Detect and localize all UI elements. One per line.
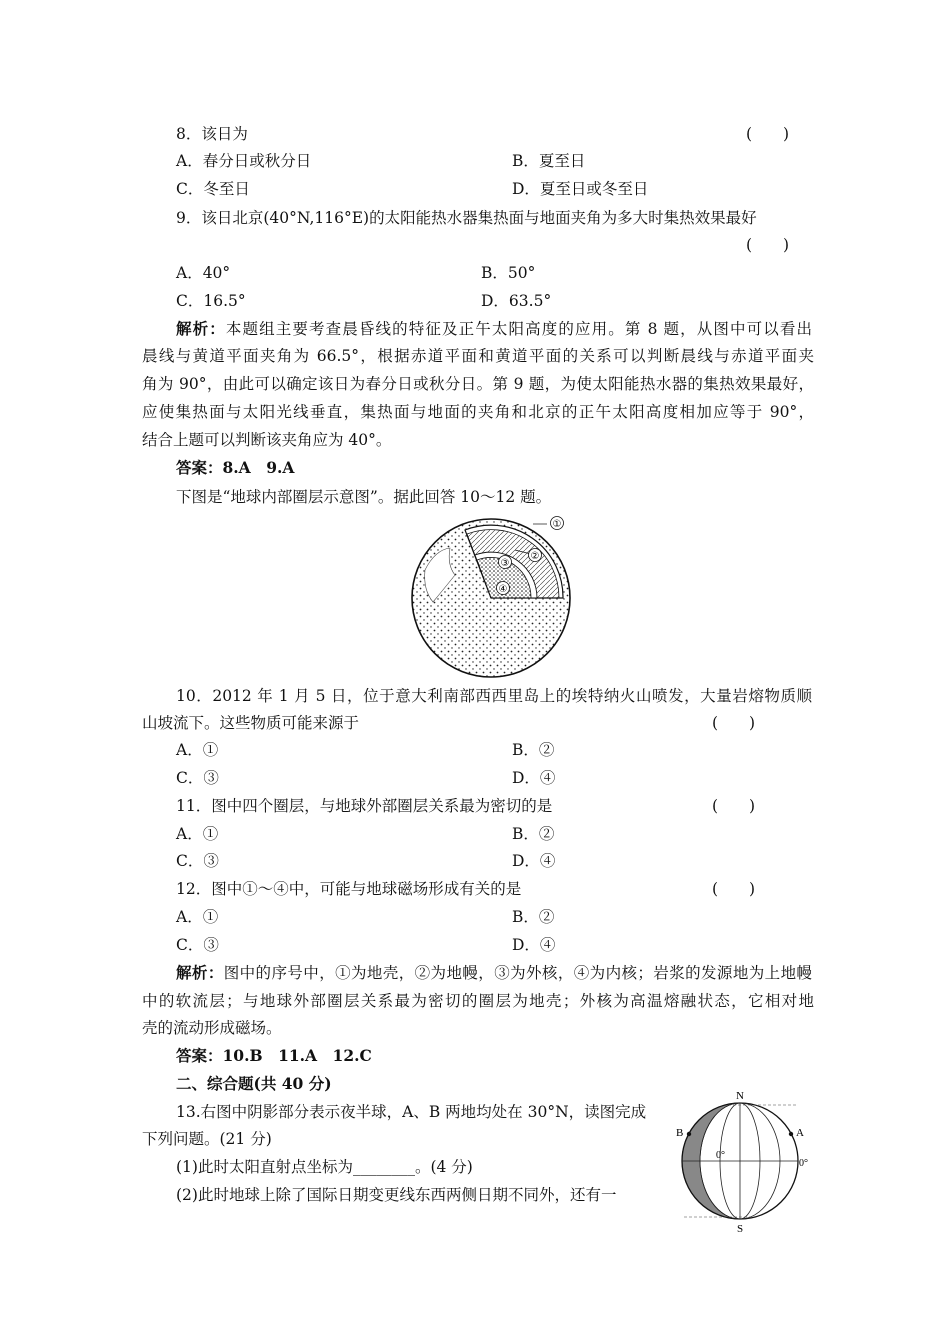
q12-option-d: D．④ (512, 936, 556, 954)
q13-line1: 13.右图中阴影部分表示夜半球，A、B 两地均处在 30°N，读图完成 (176, 1103, 647, 1121)
section-heading: 二、综合题(共 40 分) (176, 1074, 332, 1093)
q10-option-d: D．④ (512, 769, 556, 787)
q9-option-c: C．16.5° (176, 292, 246, 310)
label-4: ④ (498, 584, 508, 595)
analysis1-line4: 应使集热面与太阳光线垂直，集热面与地面的夹角和北京的正午太阳高度相加应等于 90°， (142, 403, 814, 421)
point-b (687, 1132, 691, 1136)
q8-option-b: B．夏至日 (512, 152, 586, 170)
q12-option-c: C．③ (176, 936, 219, 954)
label-0-right: 0° (799, 1158, 808, 1169)
q12-option-a: A．① (176, 908, 219, 926)
label-0-center: 0° (716, 1150, 725, 1161)
intro-q10-12: 下图是“地球内部圈层示意图”。据此回答 10～12 题。 (176, 488, 552, 506)
q9-option-a: A．40° (176, 264, 231, 282)
q9-stem: 9．该日北京(40°N,116°E)的太阳能热水器集热面与地面夹角为多大时集热效果最好 (176, 209, 757, 227)
analysis2-line1 (176, 962, 812, 984)
q10-option-a: A．① (176, 741, 219, 759)
q13-line2: 下列问题。(21 分) (142, 1130, 272, 1148)
q9-answer-paren: ( ) (746, 236, 790, 254)
q9-option-d: D．63.5° (481, 292, 552, 310)
label-1: ① (552, 519, 562, 530)
q8-option-a: A．春分日或秋分日 (176, 152, 312, 170)
q13-sub2: (2)此时地球上除了国际日期变更线东西两侧日期不同外，还有一 (176, 1186, 617, 1204)
q10-option-c: C．③ (176, 769, 219, 787)
q10-line1: 10．2012 年 1 月 5 日，位于意大利南部西西里岛上的埃特纳火山喷发，大量岩熔物质顺 (176, 687, 812, 705)
q11-stem: 11．图中四个圈层，与地球外部圈层关系最为密切的是 (176, 797, 553, 815)
q8-option-c: C．冬至日 (176, 180, 250, 198)
label-n: N (736, 1090, 744, 1102)
q11-option-d: D．④ (512, 852, 556, 870)
analysis2-line3: 壳的流动形成磁场。 (142, 1019, 282, 1037)
q8-option-d: D．夏至日或冬至日 (512, 180, 649, 198)
analysis1-line1 (176, 318, 812, 340)
analysis2-text1: 图中的序号中，①为地壳，②为地幔，③为外核，④为内核；岩浆的发源地为上地幔 (223, 964, 812, 982)
q10-line2: 山坡流下。这些物质可能来源于 (142, 714, 360, 732)
analysis1-label: 解析： (176, 319, 226, 338)
q10-option-b: B．② (512, 741, 555, 759)
q10-answer-paren: ( ) (712, 714, 756, 732)
analysis2-line2: 中的软流层；与地球外部圈层关系最为密切的圈层为地壳；外核为高温熔融状态，它相对地 (142, 992, 814, 1010)
q12-answer-paren: ( ) (712, 880, 756, 898)
label-b: B (676, 1127, 684, 1139)
q11-answer-paren: ( ) (712, 797, 756, 815)
q12-option-b: B．② (512, 908, 555, 926)
point-a (789, 1132, 793, 1136)
analysis1-text1: 本题组主要考查晨昏线的特征及正午太阳高度的应用。第 8 题，从图中可以看出 (225, 320, 812, 338)
label-s: S (736, 1223, 744, 1235)
earth-interior-figure (405, 510, 585, 682)
label-a: A (796, 1127, 804, 1139)
q11-option-b: B．② (512, 825, 555, 843)
q8-stem: 8．该日为 (176, 125, 248, 143)
analysis1-line3: 角为 90°，由此可以确定该日为春分日或秋分日。第 9 题，为使太阳能热水器的集热效果最好， (142, 375, 814, 393)
q11-option-a: A．① (176, 825, 219, 843)
globe-figure (668, 1088, 818, 1238)
label-2: ② (530, 551, 540, 562)
q12-stem: 12．图中①～④中，可能与地球磁场形成有关的是 (176, 880, 522, 898)
analysis1-line5: 结合上题可以判断该夹角应为 40°。 (142, 431, 392, 449)
answer1: 答案：8.A 9.A (176, 458, 295, 477)
answer2: 答案：10.B 11.A 12.C (176, 1046, 372, 1065)
analysis2-label: 解析： (176, 963, 224, 982)
analysis1-line2: 晨线与黄道平面夹角为 66.5°，根据赤道平面和黄道平面的关系可以判断晨线与赤道平面夹 (142, 347, 814, 365)
q9-option-b: B．50° (481, 264, 536, 282)
q8-answer-paren: ( ) (746, 125, 790, 143)
label-3: ③ (500, 558, 510, 569)
q13-sub1: (1)此时太阳直射点坐标为________。(4 分) (176, 1158, 473, 1176)
q11-option-c: C．③ (176, 852, 219, 870)
